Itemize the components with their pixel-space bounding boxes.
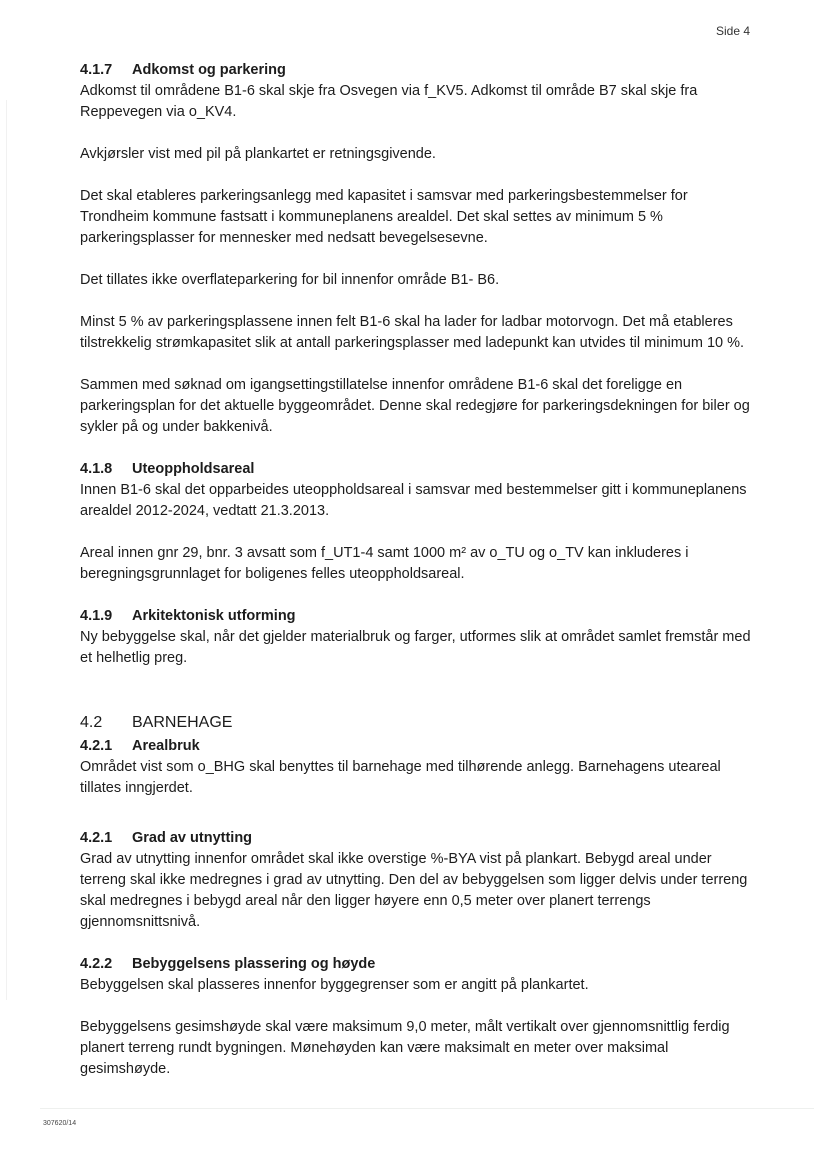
paragraph: Adkomst til områdene B1-6 skal skje fra Osvegen via f_KV5. Adkomst til område B7 skal skje fra Reppevegen via o_KV4. — [80, 83, 698, 120]
section-number: 4.2.1 — [80, 830, 113, 846]
section-number: 4.1.8 — [80, 461, 113, 477]
section-heading-4-2-1-utnytting — [80, 828, 760, 849]
paragraph: Grad av utnytting innenfor området skal ikke overstige %-BYA vist på plankart. Bebygd areal under terreng skal ikke medregnes i grad av utnytting. Den del av bebyggelsen som ligger delvis under terreng skal medregnes i bebygd areal når den ligger høyere enn 0,5 meter over planert terrengs gjennomsnittsnivå. — [80, 851, 748, 930]
section-number: 4.2.2 — [80, 956, 113, 972]
section-heading-4-1-8 — [80, 459, 760, 480]
section-title: Grad av utnytting — [132, 830, 253, 846]
chapter-heading-4-2 — [80, 711, 760, 734]
paragraph: Det tillates ikke overflateparkering for bil innenfor område B1- B6. — [80, 272, 500, 288]
section-title: Adkomst og parkering — [132, 62, 286, 78]
section-number: 4.1.9 — [80, 608, 113, 624]
spacer — [80, 820, 760, 828]
paragraph: Bebyggelsens gesimshøyde skal være maksimum 9,0 meter, målt vertikalt over gjennomsnittlig ferdig planert terreng rundt bygningen. Mønehøyden kan være maksimalt en meter over maksimal gesimshøyde. — [80, 1019, 730, 1077]
section-title: Arkitektonisk utforming — [132, 608, 296, 624]
paragraph: Bebyggelsen skal plasseres innenfor byggegrenser som er angitt på plankartet. — [80, 977, 589, 993]
paragraph: Sammen med søknad om igangsettingstillatelse innenfor områdene B1-6 skal det foreligge en parkeringsplan for det aktuelle byggeområdet. Denne skal redegjøre for parkeringsdekningen for biler og sykler på og under bakkenivå. — [80, 377, 750, 435]
section-heading-4-2-2 — [80, 954, 760, 975]
paragraph: Ny bebyggelse skal, når det gjelder materialbruk og farger, utformes slik at området samlet fremstår med et helhetlig preg. — [80, 629, 751, 666]
section-number: 4.2.1 — [80, 738, 113, 754]
page-content — [80, 60, 760, 1080]
section-heading-4-1-9 — [80, 606, 760, 627]
paragraph: Området vist som o_BHG skal benyttes til barnehage med tilhørende anlegg. Barnehagens uteareal tillates inngjerdet. — [80, 759, 721, 796]
section-title: Arealbruk — [132, 738, 200, 754]
document-code: 307620/14 — [43, 1120, 77, 1127]
section-title: Bebyggelsens plassering og høyde — [132, 956, 376, 972]
paragraph: Areal innen gnr 29, bnr. 3 avsatt som f_UT1-4 samt 1000 m² av o_TU og o_TV kan inkluderes i beregningsgrunnlaget for boligenes felles uteoppholdsareal. — [80, 545, 689, 582]
chapter-title: BARNEHAGE — [132, 714, 233, 731]
paragraph: Minst 5 % av parkeringsplassene innen felt B1-6 skal ha lader for ladbar motorvogn. Det må etableres tilstrekkelig strømkapasitet slik at antall parkeringsplasser med ladepunkt kan utvides til minimum 10 %. — [80, 314, 745, 351]
paragraph: Avkjørsler vist med pil på plankartet er retningsgivende. — [80, 146, 436, 162]
footer-divider — [40, 1108, 814, 1109]
section-number: 4.1.7 — [80, 62, 113, 78]
paragraph: Det skal etableres parkeringsanlegg med kapasitet i samsvar med parkeringsbestemmelser for Trondheim kommune fastsatt i kommuneplanens arealdel. Det skal settes av minimum 5 % parkeringsplasser for mennesker med nedsatt bevegelsesevne. — [80, 188, 688, 246]
page-number: Side 4 — [715, 24, 750, 38]
chapter-number: 4.2 — [80, 714, 103, 731]
scan-edge — [6, 100, 7, 1000]
section-title: Uteoppholdsareal — [132, 461, 255, 477]
spacer — [80, 690, 760, 711]
section-heading-4-2-1-arealbruk — [80, 736, 760, 757]
paragraph: Innen B1-6 skal det opparbeides uteoppholdsareal i samsvar med bestemmelser gitt i kommuneplanens arealdel 2012-2024, vedtatt 21.3.2013. — [80, 482, 747, 519]
section-heading-4-1-7 — [80, 60, 760, 81]
